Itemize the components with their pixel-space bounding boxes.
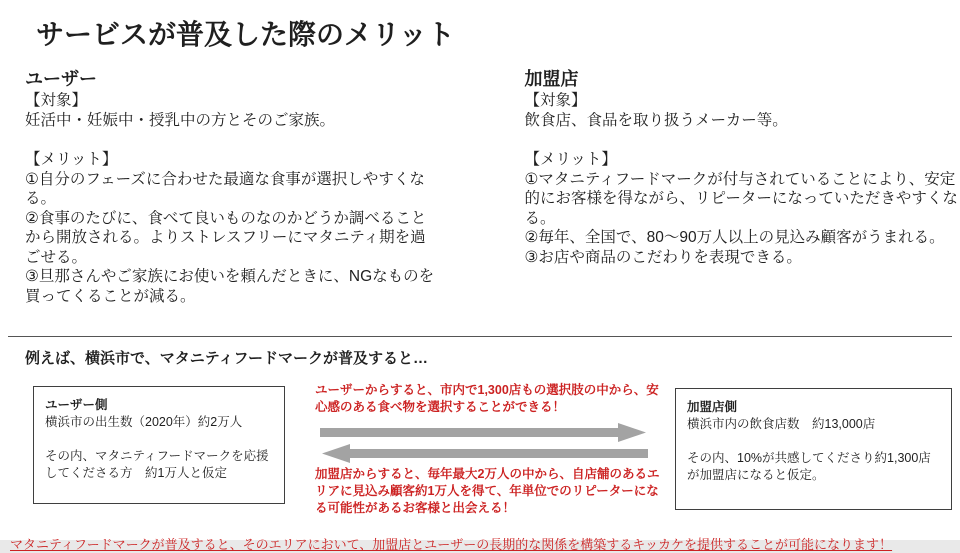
member-box-line2: その内、10%が共感してくださり約1,300店が加盟店になると仮定。: [687, 451, 931, 482]
arrow-left-icon: [322, 444, 648, 463]
user-box-line1: 横浜市の出生数（2020年）約2万人: [45, 415, 243, 429]
conclusion-text: マタニティフードマークが普及すると、そのエリアにおいて、加盟店とユーザーの長期的な関係を構築するキッカケを提供することが可能になります！: [10, 537, 893, 552]
member-target-text: 飲食店、食品を取り扱うメーカー等。: [524, 111, 788, 129]
member-benefit-callout: 加盟店からすると、毎年最大2万人の中から、自店舗のあるエリアに見込み顧客約1万人を得て、年単位でのリピーターになる可能性があるお客様と出会える！: [315, 467, 660, 515]
member-box-line1: 横浜市内の飲食店数 約13,000店: [687, 417, 876, 431]
exchange-arrows: [320, 422, 648, 464]
slide-title: サービスが普及した際のメリット: [36, 19, 455, 50]
member-merit-label: 【メリット】: [524, 151, 617, 168]
user-column-header: ユーザー: [25, 69, 97, 89]
user-side-box: [33, 386, 285, 504]
member-side-box: [675, 388, 952, 510]
user-target-text: 妊活中・妊娠中・授乳中の方とそのご家族。: [25, 111, 336, 129]
spacer: [525, 130, 960, 150]
member-box-title: 加盟店側: [687, 400, 738, 414]
member-target-label: 【対象】: [524, 92, 587, 109]
user-target-label: 【対象】: [25, 92, 88, 109]
user-merit-2: ②食事のたびに、食べて良いものなのかどうか調べることから開放される。よりストレスフリーにマタニティ期を過ごせる。: [25, 209, 427, 266]
user-merit-1: ①自分のフェーズに合わせた最適な食事が選択しやすくなる。: [25, 170, 425, 207]
user-benefit-callout: ユーザーからすると、市内で1,300店もの選択肢の中から、安心感のある食べ物を選択することができる！: [315, 383, 659, 414]
spacer: [45, 431, 273, 448]
benefit-columns: [25, 68, 960, 306]
user-column: [25, 68, 440, 306]
user-merit-label: 【メリット】: [25, 151, 118, 168]
member-store-column: [525, 68, 960, 306]
user-box-title: ユーザー側: [45, 398, 108, 412]
section-divider: [8, 336, 952, 337]
member-merit-1: ①マタニティフードマークが付与されていることにより、安定的にお客様を得ながら、リピーターになっていただきやすくなる。: [524, 170, 958, 227]
spacer: [687, 433, 940, 450]
user-merit-3: ③旦那さんやご家族にお使いを頼んだときに、NGなものを買ってくることが減る。: [25, 268, 435, 305]
member-column-header: 加盟店: [524, 69, 579, 89]
spacer: [25, 130, 440, 150]
example-heading: 例えば、横浜市で、マタニティフードマークが普及すると…: [25, 350, 429, 367]
user-box-line2: その内、マタニティフードマークを応援してくださる方 約1万人と仮定: [45, 449, 269, 480]
member-merit-3: ③お店や商品のこだわりを表現できる。: [524, 248, 802, 266]
example-diagram: [0, 376, 960, 522]
arrow-right-icon: [320, 423, 646, 442]
member-merit-2: ②毎年、全国で、80～90万人以上の見込み顧客がうまれる。: [524, 229, 945, 246]
